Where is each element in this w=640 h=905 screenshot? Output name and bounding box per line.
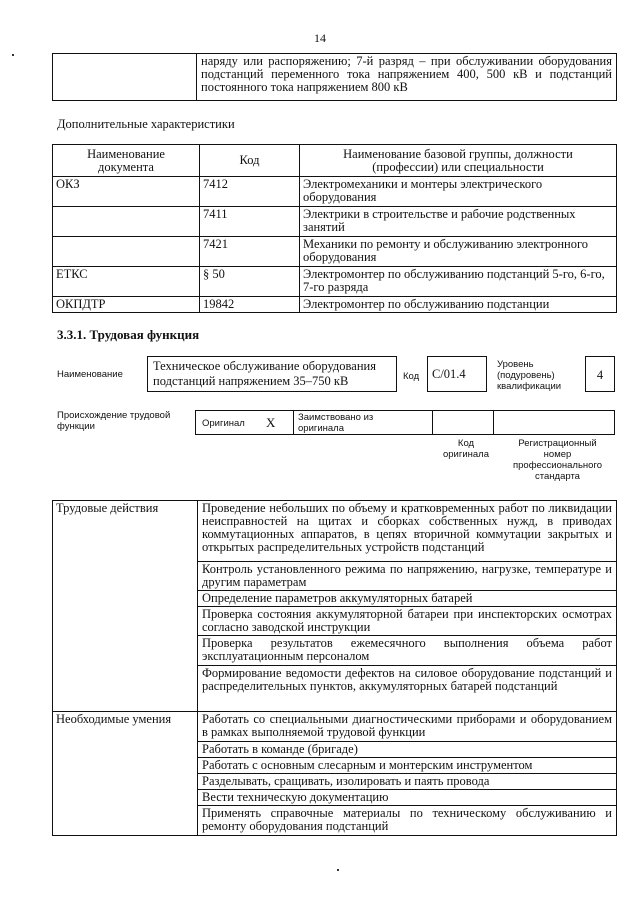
action-item: Определение параметров аккумуляторных батарей bbox=[198, 591, 617, 607]
cell-code: 7412 bbox=[200, 177, 300, 207]
skill-item: Работать с основным слесарным и монтерским инструментом bbox=[198, 758, 617, 774]
function-details-table bbox=[52, 500, 617, 836]
action-item: Проверка результатов ежемесячного выполнения объема работ эксплуатационным персоналом bbox=[198, 636, 617, 666]
table-row bbox=[53, 501, 617, 562]
action-item: Контроль установленного режима по напряжению, нагрузке, температуре и другим параметрам bbox=[198, 562, 617, 591]
function-code-value: С/01.4 bbox=[432, 367, 466, 381]
table-header-row bbox=[53, 145, 617, 177]
cell-doc: ОКЗ bbox=[53, 177, 200, 207]
level-value-box bbox=[585, 356, 615, 392]
skill-item: Вести техническую документацию bbox=[198, 790, 617, 806]
scan-speck bbox=[12, 54, 14, 56]
original-mark: X bbox=[266, 415, 276, 430]
page-number: 14 bbox=[314, 31, 326, 45]
cell-name: Электромонтер по обслуживанию подстанций 5-го, 6-го, 7-го разряда bbox=[300, 267, 617, 297]
skills-label: Необходимые умения bbox=[53, 712, 198, 836]
header-name: Наименование базовой группы, должности (профессии) или специальности bbox=[300, 145, 617, 177]
function-name-value: Техническое обслуживание оборудования подстанций напряжением 35–750 кВ bbox=[153, 359, 376, 388]
table-row bbox=[53, 177, 617, 207]
continuation-line: подстанций переменного тока напряжением 400, 500 кВ и подстанций bbox=[201, 67, 612, 81]
continuation-line: постоянного тока напряжением 800 кВ bbox=[201, 80, 408, 94]
header-code: Код bbox=[200, 145, 300, 177]
action-item: Проведение небольших по объему и кратковременных работ по ликвидации неисправностей на щитах и сборках собственных нужд, в приводах коммутационных аппаратов, в цепях вторичной коммутации закрытых и открытых распределительных устройств подстанций bbox=[198, 501, 617, 562]
continuation-table bbox=[52, 53, 617, 101]
table-row bbox=[53, 237, 617, 267]
function-code-box bbox=[427, 356, 487, 392]
origin-label: Происхождение трудовой функции bbox=[57, 410, 171, 432]
cell-code: § 50 bbox=[200, 267, 300, 297]
additional-characteristics-title: Дополнительные характеристики bbox=[57, 117, 235, 131]
cell-name: Электромонтер по обслуживанию подстанции bbox=[300, 297, 617, 313]
registration-number-label: Регистрационный номер профессионального стандарта bbox=[513, 438, 602, 482]
level-value: 4 bbox=[596, 368, 604, 382]
name-label: Наименование bbox=[57, 369, 123, 380]
action-item: Формирование ведомости дефектов на силовое оборудование подстанций и распределительных пунктов, аккумуляторных батарей подстанций bbox=[198, 666, 617, 712]
original-label: Оригинал bbox=[202, 418, 245, 429]
table-row bbox=[53, 297, 617, 313]
code-original-label: Код оригинала bbox=[442, 438, 489, 460]
cell-doc: ЕТКС bbox=[53, 267, 200, 297]
cell-code: 19842 bbox=[200, 297, 300, 313]
table-row bbox=[53, 54, 617, 101]
table-row bbox=[53, 207, 617, 237]
cell-doc bbox=[53, 237, 200, 267]
cell-doc: ОКПДТР bbox=[53, 297, 200, 313]
skill-item: Применять справочные материалы по техническому обслуживанию и ремонту оборудования подстанций bbox=[198, 806, 617, 836]
cell-name: Электрики в строительстве и рабочие родственных занятий bbox=[300, 207, 617, 237]
level-label: Уровень (подуровень) квалификации bbox=[497, 359, 562, 392]
additional-characteristics-table bbox=[52, 144, 617, 313]
cell-name: Механики по ремонту и обслуживанию электронного оборудования bbox=[300, 237, 617, 267]
borrowed-label: Заимствовано из оригинала bbox=[298, 412, 374, 434]
scan-speck bbox=[337, 869, 339, 871]
code-label: Код bbox=[403, 371, 420, 382]
actions-label: Трудовые действия bbox=[53, 501, 198, 712]
cell-name: Электромеханики и монтеры электрического оборудования bbox=[300, 177, 617, 207]
cell-doc bbox=[53, 207, 200, 237]
cell-code: 7421 bbox=[200, 237, 300, 267]
cell-code: 7411 bbox=[200, 207, 300, 237]
skill-item: Работать со специальными диагностическими приборами и оборудованием в рамках выполняемой трудовой функции bbox=[198, 712, 617, 742]
header-document: Наименование документа bbox=[53, 145, 200, 177]
skill-item: Работать в команде (бригаде) bbox=[198, 742, 617, 758]
continuation-line: наряду или распоряжению; 7-й разряд – при обслуживании оборудования bbox=[201, 54, 612, 68]
skill-item: Разделывать, сращивать, изолировать и паять провода bbox=[198, 774, 617, 790]
table-row bbox=[53, 267, 617, 297]
action-item: Проверка состояния аккумуляторной батареи при инспекторских осмотрах согласно заводской инструкции bbox=[198, 607, 617, 636]
function-title: 3.3.1. Трудовая функция bbox=[57, 327, 200, 342]
table-row bbox=[53, 712, 617, 742]
function-name-box bbox=[147, 356, 397, 392]
origin-table bbox=[195, 410, 615, 435]
